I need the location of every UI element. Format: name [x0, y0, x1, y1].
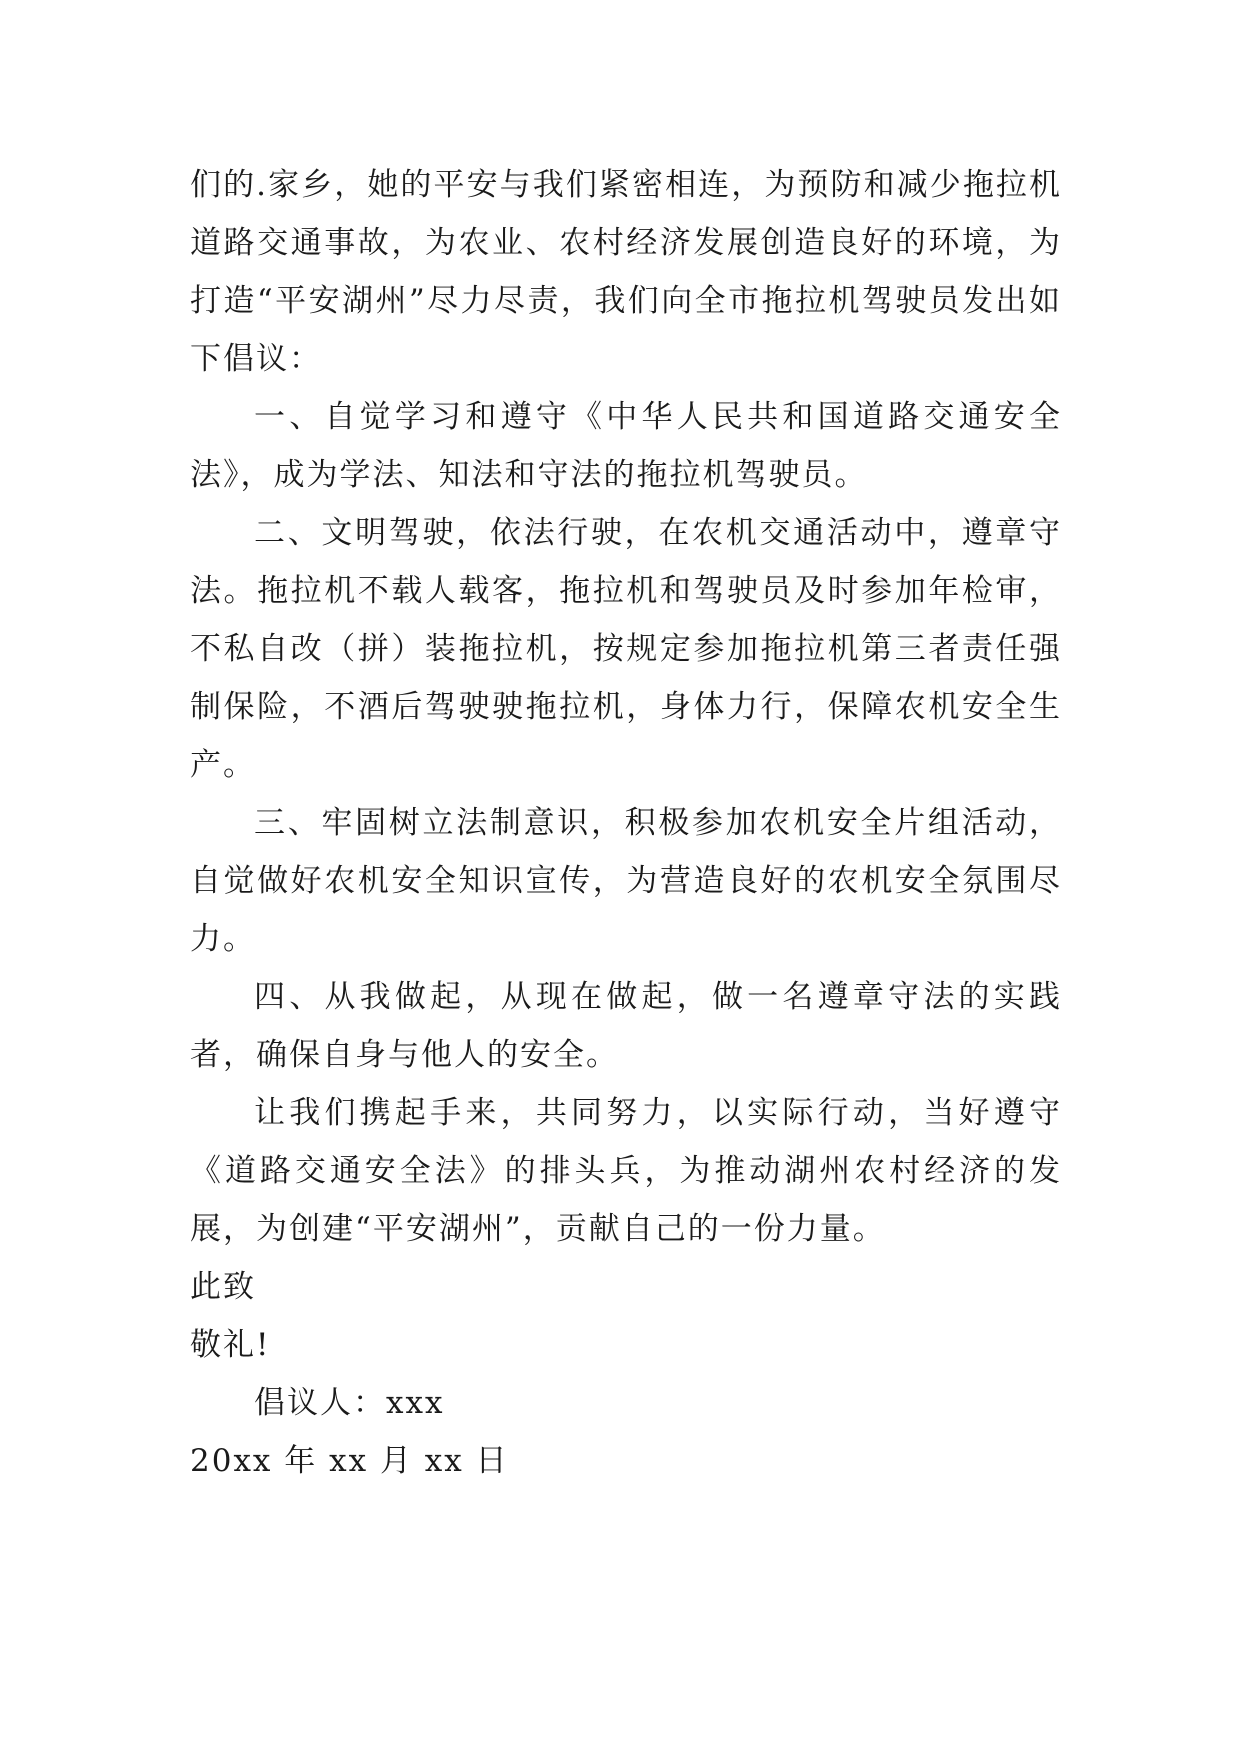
document-body: [190, 156, 1062, 1490]
paragraph-item-4: 四、从我做起，从现在做起，做一名遵章守法的实践者，确保自身与他人的安全。: [190, 979, 1062, 1073]
paragraph-item-2: 二、文明驾驶，依法行驶，在农机交通活动中，遵章守法。拖拉机不载人载客，拖拉机和驾驶员及时参加年检审，不私自改（拼）装拖拉机，按规定参加拖拉机第三者责任强制保险，不酒后驾驶驶拖拉机，身体力行，保障农机安全生产。: [190, 515, 1062, 783]
date-line: 20xx 年 xx 月 xx 日: [190, 1443, 509, 1479]
paragraph-call-to-action: 让我们携起手来，共同努力，以实际行动，当好遵守《道路交通安全法》的排头兵，为推动湖州农村经济的发展，为创建“平安湖州”，贡献自己的一份力量。: [190, 1095, 1062, 1247]
closing-salutation: 此致: [190, 1269, 256, 1305]
paragraph-item-1: 一、自觉学习和遵守《中华人民共和国道路交通安全法》，成为学法、知法和守法的拖拉机驾驶员。: [190, 399, 1062, 493]
paragraph-item-3: 三、牢固树立法制意识，积极参加农机安全片组活动，自觉做好农机安全知识宣传，为营造良好的农机安全氛围尽力。: [190, 805, 1062, 957]
closing-regards: 敬礼!: [190, 1327, 271, 1363]
paragraph-intro: 们的.家乡，她的平安与我们紧密相连，为预防和减少拖拉机道路交通事故，为农业、农村经济发展创造良好的环境，为打造“平安湖州”尽力尽责，我们向全市拖拉机驾驶员发出如下倡议：: [190, 167, 1062, 377]
signer-line: 倡议人：xxx: [254, 1385, 445, 1421]
